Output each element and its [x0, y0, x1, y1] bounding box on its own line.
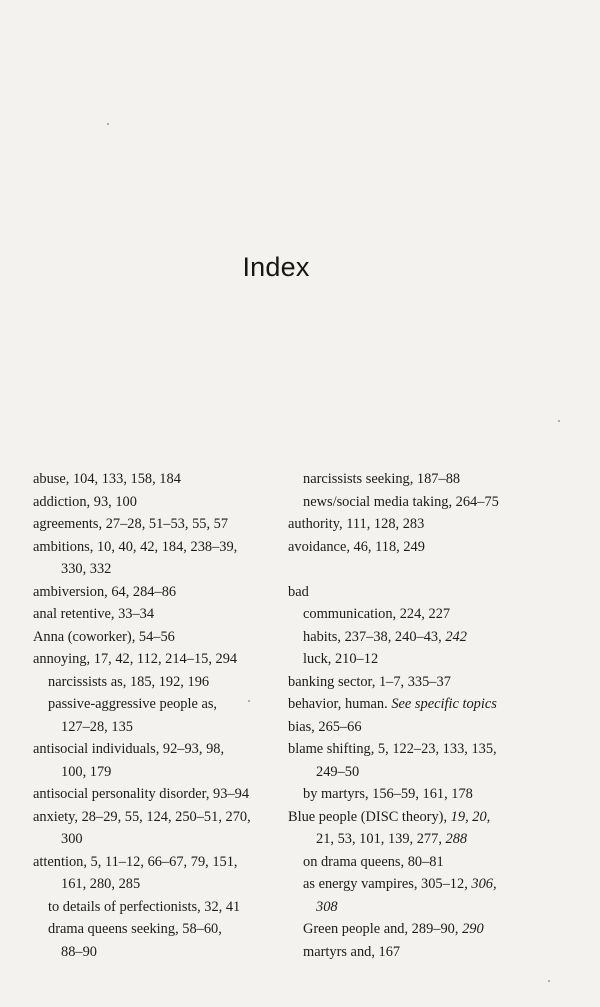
- entry-text: martyrs and, 167: [303, 943, 401, 960]
- index-subentry: [288, 491, 548, 514]
- entry-text: 161, 280, 285: [61, 876, 141, 892]
- index-subentry: [33, 671, 293, 694]
- page-title: Index: [242, 252, 310, 282]
- index-subentry: [33, 896, 293, 919]
- entry-text: anal retentive, 33–34: [33, 606, 155, 622]
- entry-text: 88–90: [61, 943, 97, 960]
- entry-text: behavior, human.: [288, 696, 392, 712]
- index-entry: [288, 806, 548, 829]
- entry-text: Blue people (DISC theory),: [288, 808, 451, 825]
- entry-text: by martyrs, 156–59, 161, 178: [303, 786, 473, 802]
- entry-text: anxiety, 28–29, 55, 124, 250–51, 270,: [33, 808, 251, 825]
- index-subentry: [288, 468, 548, 491]
- index-subentry: [288, 648, 548, 671]
- entry-text: attention, 5, 11–12, 66–67, 79, 151,: [33, 853, 238, 870]
- entry-text: 300: [61, 831, 83, 847]
- entry-italic-text: 308: [316, 898, 338, 915]
- index-entry: [33, 806, 293, 829]
- index-subentry: [33, 693, 293, 716]
- entry-text: antisocial individuals, 92–93, 98,: [33, 741, 225, 757]
- index-entry: [288, 581, 548, 604]
- entry-text: passive-aggressive people as,: [48, 696, 218, 712]
- entry-text: narcissists as, 185, 192, 196: [48, 673, 210, 690]
- entry-text: narcissists seeking, 187–88: [303, 471, 461, 487]
- entry-text: 127–28, 135: [61, 718, 133, 735]
- entry-text: abuse, 104, 133, 158, 184: [33, 471, 181, 487]
- entry-text: habits, 237–38, 240–43,: [303, 628, 446, 645]
- index-entry: [288, 513, 548, 536]
- index-entry: [33, 851, 293, 874]
- entry-text: 21, 53, 101, 139, 277,: [316, 831, 446, 847]
- entry-italic-text: 19, 20,: [450, 808, 491, 825]
- entry-italic-text: 290: [462, 921, 484, 937]
- index-subentry: [288, 851, 548, 874]
- entry-text: to details of perfectionists, 32, 41: [48, 898, 241, 915]
- entry-text: news/social media taking, 264–75: [303, 493, 499, 510]
- entry-text: antisocial personality disorder, 93–94: [33, 786, 250, 802]
- index-continuation: [33, 716, 293, 739]
- paper-speck: [548, 980, 550, 982]
- index-subentry: [288, 941, 548, 964]
- index-entry: [33, 648, 293, 671]
- index-continuation: [288, 896, 548, 919]
- index-entry: [288, 738, 548, 761]
- index-subentry: [288, 783, 548, 806]
- index-entry: [288, 536, 548, 559]
- index-entry: [33, 626, 293, 649]
- paper-speck: [248, 700, 250, 702]
- index-entry: [33, 536, 293, 559]
- index-continuation: [288, 828, 548, 851]
- entry-text: 330, 332: [61, 561, 112, 577]
- index-continuation: [288, 761, 548, 784]
- index-continuation: [33, 941, 293, 964]
- index-entry: [288, 693, 548, 716]
- entry-text: 249–50: [316, 763, 360, 780]
- index-continuation: [33, 761, 293, 784]
- index-subentry: [288, 873, 548, 896]
- index-subentry: [33, 918, 293, 941]
- index-continuation: [33, 873, 293, 896]
- entry-text: bias, 265–66: [288, 718, 362, 735]
- index-continuation: [33, 558, 293, 581]
- entry-italic-text: See specific topics: [391, 696, 497, 712]
- entry-text: communication, 224, 227: [303, 606, 451, 622]
- entry-text: drama queens seeking, 58–60,: [48, 921, 222, 937]
- entry-text: 100, 179: [61, 763, 112, 780]
- index-entry: [33, 491, 293, 514]
- index-entry: [288, 671, 548, 694]
- entry-text: bad: [288, 583, 309, 600]
- index-subentry: [288, 918, 548, 941]
- index-spacer: [288, 558, 548, 581]
- index-entry: [33, 468, 293, 491]
- index-entry: [33, 581, 293, 604]
- index-entry: [288, 716, 548, 739]
- index-entry: [33, 513, 293, 536]
- index-subentry: [288, 626, 548, 649]
- entry-text: on drama queens, 80–81: [303, 853, 444, 870]
- index-continuation: [33, 828, 293, 851]
- entry-text: as energy vampires, 305–12,: [303, 876, 472, 892]
- index-entry: [33, 738, 293, 761]
- paper-speck: [107, 123, 109, 125]
- entry-text: agreements, 27–28, 51–53, 55, 57: [33, 516, 229, 532]
- entry-text: Green people and, 289–90,: [303, 921, 463, 937]
- entry-text: annoying, 17, 42, 112, 214–15, 294: [33, 651, 238, 667]
- index-entry: [33, 783, 293, 806]
- index-column-right: [288, 468, 548, 963]
- entry-italic-text: 288: [445, 831, 468, 847]
- entry-text: ambitions, 10, 40, 42, 184, 238–39,: [33, 538, 238, 555]
- entry-text: banking sector, 1–7, 335–37: [288, 673, 451, 690]
- entry-italic-text: 242: [445, 628, 467, 645]
- entry-italic-text: 306,: [471, 876, 497, 892]
- entry-text: blame shifting, 5, 122–23, 133, 135,: [288, 741, 497, 757]
- entry-text: Anna (coworker), 54–56: [33, 628, 175, 645]
- paper-speck: [558, 420, 560, 422]
- index-column-left: [33, 468, 293, 963]
- index-subentry: [288, 603, 548, 626]
- entry-text: ambiversion, 64, 284–86: [33, 583, 177, 600]
- entry-text: avoidance, 46, 118, 249: [288, 538, 425, 555]
- index-entry: [33, 603, 293, 626]
- entry-text: luck, 210–12: [303, 651, 379, 667]
- entry-text: authority, 111, 128, 283: [288, 516, 425, 532]
- entry-text: addiction, 93, 100: [33, 493, 137, 510]
